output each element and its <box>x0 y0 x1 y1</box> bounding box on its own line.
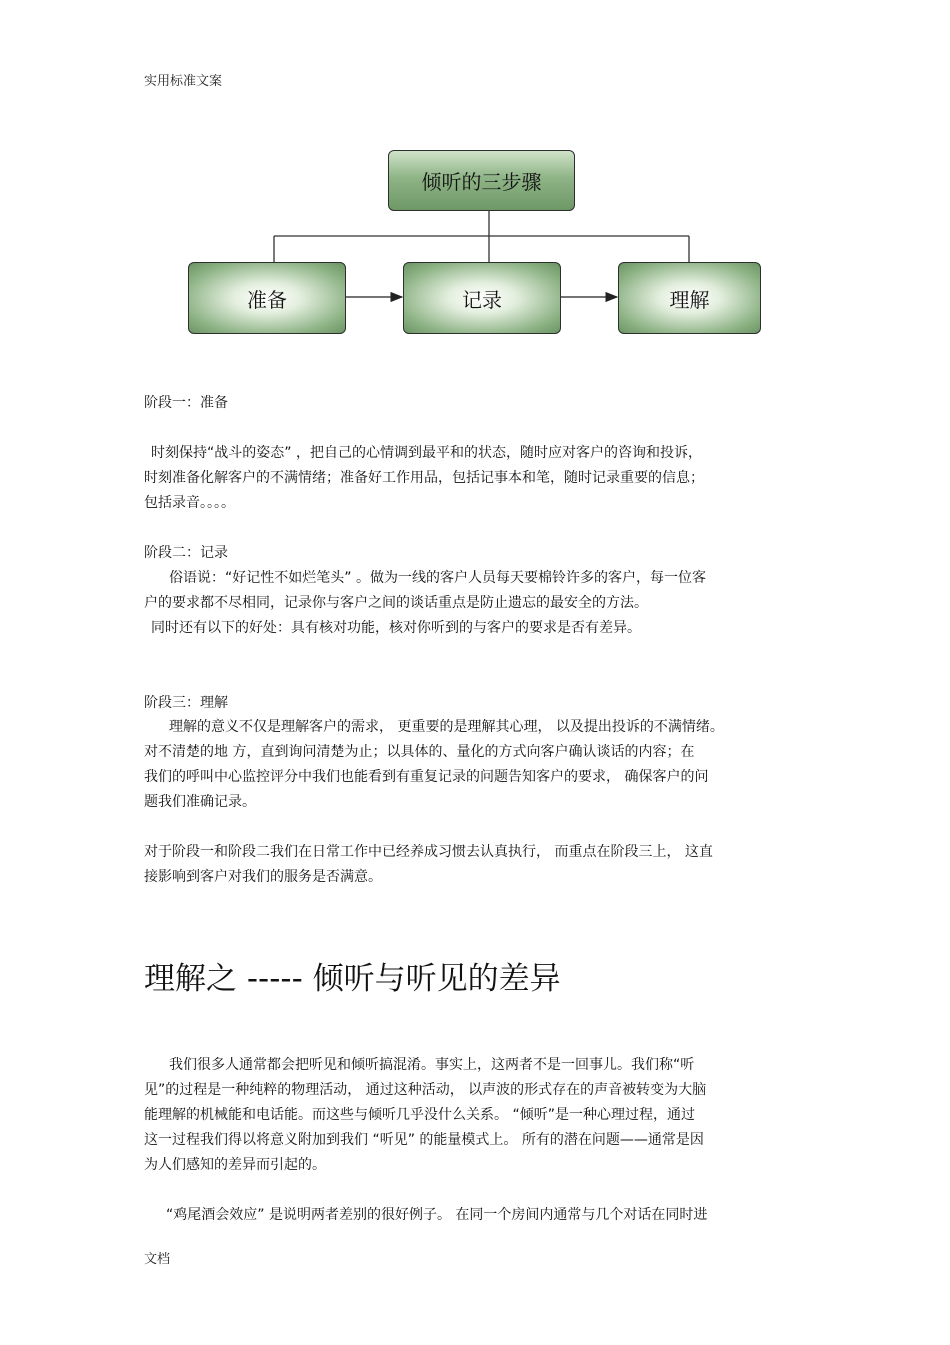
paragraph-line: 接影响到客户对我们的服务是否满意。 <box>144 869 382 885</box>
stage-two-heading: 阶段二：记录 <box>144 545 228 561</box>
paragraph-line: 能理解的机械能和电话能。而这些与倾听几乎没什么关系。 “倾听”是一种心理过程，通过 <box>144 1107 695 1123</box>
paragraph-line: 我们很多人通常都会把听见和倾听搞混淆。事实上，这两者不是一回事儿。我们称“听 <box>169 1057 695 1073</box>
page-footer: 文档 <box>144 1252 171 1267</box>
diagram-top-box: 倾听的三步骤 <box>388 150 575 211</box>
diagram-step-record: 记录 <box>403 262 561 334</box>
paragraph-line: 时刻保持“战斗的姿态” ，把自己的心情调到最平和的状态，随时应对客户的咨询和投诉， <box>151 445 702 461</box>
paragraph-line: 时刻准备化解客户的不满情绪；准备好工作用品，包括记事本和笔，随时记录重要的信息； <box>144 470 704 486</box>
paragraph-line: 对不清楚的地 方，直到询问清楚为止；以具体的、量化的方式向客户确认谈话的内容；在 <box>144 744 695 760</box>
section-title: 理解之 ----- 倾听与听见的差异 <box>144 961 561 997</box>
paragraph-line: “鸡尾酒会效应” 是说明两者差别的很好例子。 在同一个房间内通常与几个对话在同时进 <box>166 1207 708 1223</box>
stage-three-heading: 阶段三：理解 <box>144 695 228 711</box>
paragraph-line: 同时还有以下的好处：具有核对功能，核对你听到的与客户的要求是否有差异。 <box>151 620 641 636</box>
diagram-step-prepare: 准备 <box>188 262 346 334</box>
paragraph-line: 对于阶段一和阶段二我们在日常工作中已经养成习惯去认真执行， 而重点在阶段三上， 这直 <box>144 844 713 860</box>
stage-one-heading: 阶段一：准备 <box>144 395 228 411</box>
paragraph-line: 这一过程我们得以将意义附加到我们 “听见” 的能量模式上。 所有的潜在问题——通常是因 <box>144 1132 704 1148</box>
paragraph-line: 见”的过程是一种纯粹的物理活动， 通过这种活动， 以声波的形式存在的声音被转变为大脑 <box>144 1082 707 1098</box>
paragraph-line: 户的要求都不尽相同，记录你与客户之间的谈话重点是防止遗忘的最安全的方法。 <box>144 595 648 611</box>
paragraph-line: 俗语说：“好记性不如烂笔头” 。做为一线的客户人员每天要棉铃许多的客户，每一位客 <box>169 570 706 586</box>
paragraph-line: 题我们准确记录。 <box>144 794 256 810</box>
paragraph-line: 为人们感知的差异而引起的。 <box>144 1157 326 1173</box>
paragraph-line: 我们的呼叫中心监控评分中我们也能看到有重复记录的问题告知客户的要求， 确保客户的问 <box>144 769 709 785</box>
paragraph-line: 理解的意义不仅是理解客户的需求， 更重要的是理解其心理， 以及提出投诉的不满情绪。 <box>169 719 724 735</box>
page-header: 实用标准文案 <box>144 74 223 89</box>
diagram-step-understand: 理解 <box>618 262 761 334</box>
paragraph-line: 包括录音。。。。 <box>144 495 235 511</box>
